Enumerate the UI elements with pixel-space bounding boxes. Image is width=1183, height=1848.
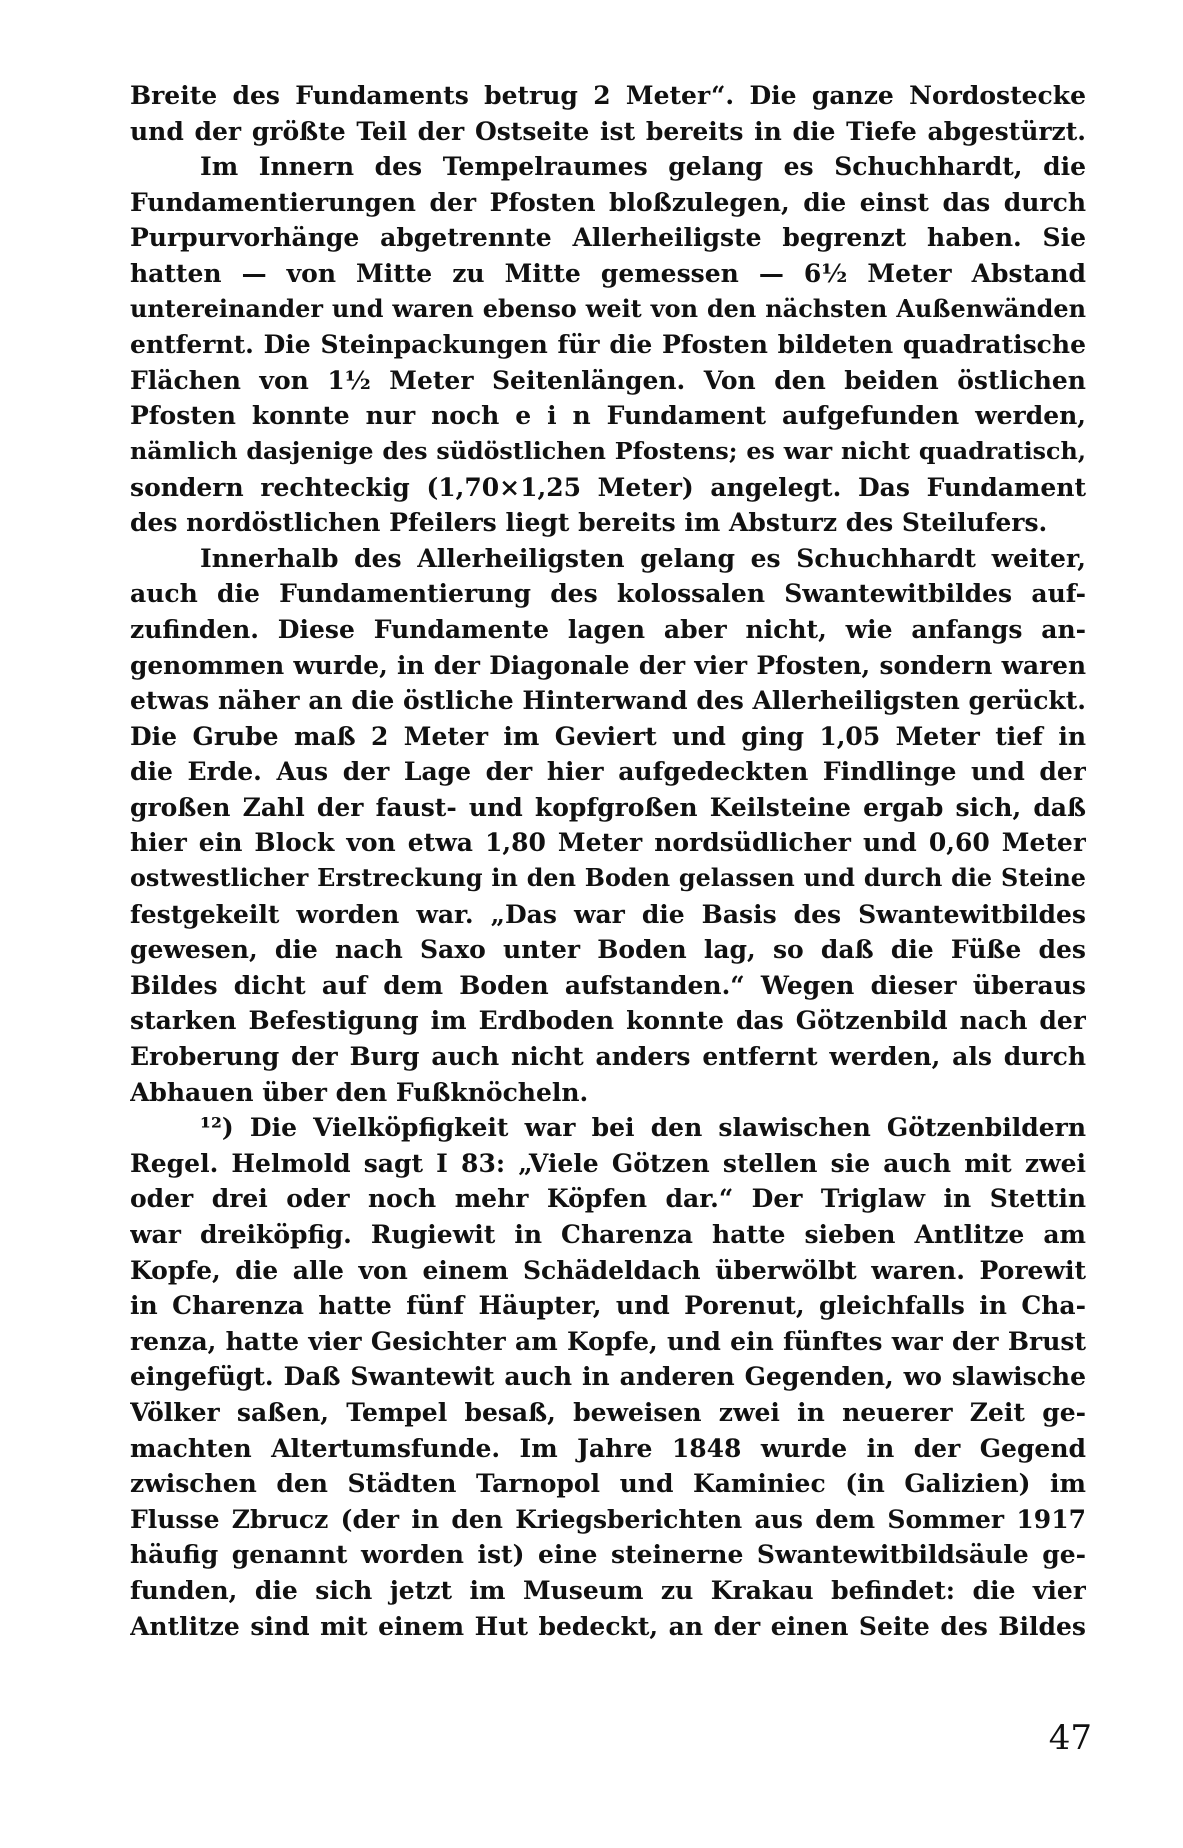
- footnote-line: zwischen den Städten Tarnopol und Kaminiec (in Galizien) im: [130, 1469, 1086, 1499]
- footnote-line: in Charenza hatte fünf Häupter, und Porenut, gleichfalls in Cha-: [130, 1291, 1086, 1321]
- text-line: Die Grube maß 2 Meter im Geviert und ging 1,05 Meter tief in: [130, 721, 1086, 751]
- text-line: hatten — von Mitte zu Mitte gemessen — 6½ Meter Abstand: [130, 258, 1086, 288]
- text-line: Purpurvorhänge abgetrennte Allerheiligste begrenzt haben. Sie: [130, 223, 1086, 253]
- footnote-line: war dreiköpfig. Rugiewit in Charenza hatte sieben Antlitze am: [130, 1220, 1086, 1249]
- footnote-line: Kopfe, die alle von einem Schädeldach überwölbt waren. Porewit: [130, 1255, 1086, 1285]
- text-line: hier ein Block von etwa 1,80 Meter nordsüdlicher und 0,60 Meter: [130, 828, 1086, 858]
- text-line: zufinden. Diese Fundamente lagen aber nicht, wie anfangs an-: [130, 614, 1086, 644]
- page-number: 47: [1048, 1718, 1092, 1758]
- text-line: untereinander und waren ebenso weit von den nächsten Außenwänden: [130, 294, 1086, 323]
- text-line: starken Befestigung im Erdboden konnte das Götzenbild nach der: [130, 1006, 1086, 1036]
- text-line: die Erde. Aus der Lage der hier aufgedeckten Findlinge und der: [130, 757, 1086, 787]
- body-text: [130, 78, 1086, 1644]
- footnote-line: Flusse Zbrucz (der in den Kriegsberichten aus dem Sommer 1917: [130, 1504, 1086, 1534]
- footnote-line: renza, hatte vier Gesichter am Kopfe, und ein fünftes war der Brust: [130, 1326, 1086, 1356]
- footnote-line: funden, die sich jetzt im Museum zu Krakau befindet: die vier: [130, 1575, 1086, 1605]
- text-line: Bildes dicht auf dem Boden aufstanden.“ Wegen dieser überaus: [130, 970, 1086, 1000]
- text-line: ostwestlicher Erstreckung in den Boden gelassen und durch die Steine: [130, 864, 1086, 893]
- text-line: etwas näher an die östliche Hinterwand des Allerheiligsten gerückt.: [130, 686, 1086, 716]
- footnote-line: häufig genannt worden ist) eine steinerne Swantewitbildsäule ge-: [130, 1540, 1086, 1570]
- text-line: Breite des Fundaments betrug 2 Meter“. Die ganze Nordostecke: [130, 81, 1086, 110]
- text-line: Pfosten konnte nur noch e i n Fundament aufgefunden werden,: [130, 401, 1086, 431]
- footnote-line: Völker saßen, Tempel besaß, beweisen zwei in neuerer Zeit ge-: [130, 1397, 1086, 1427]
- footnote-line: oder drei oder noch mehr Köpfen dar.“ Der Triglaw in Stettin: [130, 1184, 1086, 1214]
- text-line: festgekeilt worden war. „Das war die Basis des Swantewitbildes: [130, 899, 1086, 929]
- text-line: Innerhalb des Allerheiligsten gelang es Schuchhardt weiter,: [200, 543, 1086, 573]
- footnote-line: Antlitze sind mit einem Hut bedeckt, an der einen Seite des Bildes: [130, 1611, 1086, 1641]
- text-line: auch die Fundamentierung des kolossalen Swantewitbildes auf-: [130, 579, 1086, 609]
- text-line: genommen wurde, in der Diagonale der vier Pfosten, sondern waren: [130, 650, 1086, 680]
- text-line: Abhauen über den Fußknöcheln.: [130, 1077, 589, 1107]
- text-line: und der größte Teil der Ostseite ist bereits in die Tiefe abgestürzt.: [130, 116, 1086, 146]
- text-line: Flächen von 1½ Meter Seitenlängen. Von den beiden östlichen: [130, 365, 1086, 395]
- footnote-line: ¹²) Die Vielköpfigkeit war bei den slawischen Götzenbildern: [200, 1113, 1086, 1143]
- text-line: Eroberung der Burg auch nicht anders entfernt werden, als durch: [130, 1042, 1086, 1072]
- text-line: Fundamentierungen der Pfosten bloßzulegen, die einst das durch: [130, 187, 1086, 217]
- text-line: des nordöstlichen Pfeilers liegt bereits im Absturz des Steilufers.: [130, 508, 1048, 538]
- text-line: sondern rechteckig (1,70×1,25 Meter) angelegt. Das Fundament: [130, 472, 1086, 502]
- footnote-line: eingefügt. Daß Swantewit auch in anderen Gegenden, wo slawische: [130, 1362, 1086, 1392]
- text-line: nämlich dasjenige des südöstlichen Pfostens; es war nicht quadratisch,: [130, 436, 1086, 465]
- text-line: gewesen, die nach Saxo unter Boden lag, so daß die Füße des: [130, 935, 1086, 965]
- text-line: großen Zahl der faust- und kopfgroßen Keilsteine ergab sich, daß: [130, 792, 1086, 822]
- footnote-line: machten Altertumsfunde. Im Jahre 1848 wurde in der Gegend: [130, 1433, 1086, 1463]
- text-line: entfernt. Die Steinpackungen für die Pfosten bildeten quadratische: [130, 330, 1086, 360]
- text-line: Im Innern des Tempelraumes gelang es Schuchhardt, die: [200, 152, 1086, 182]
- footnote-line: Regel. Helmold sagt I 83: „Viele Götzen stellen sie auch mit zwei: [130, 1148, 1086, 1178]
